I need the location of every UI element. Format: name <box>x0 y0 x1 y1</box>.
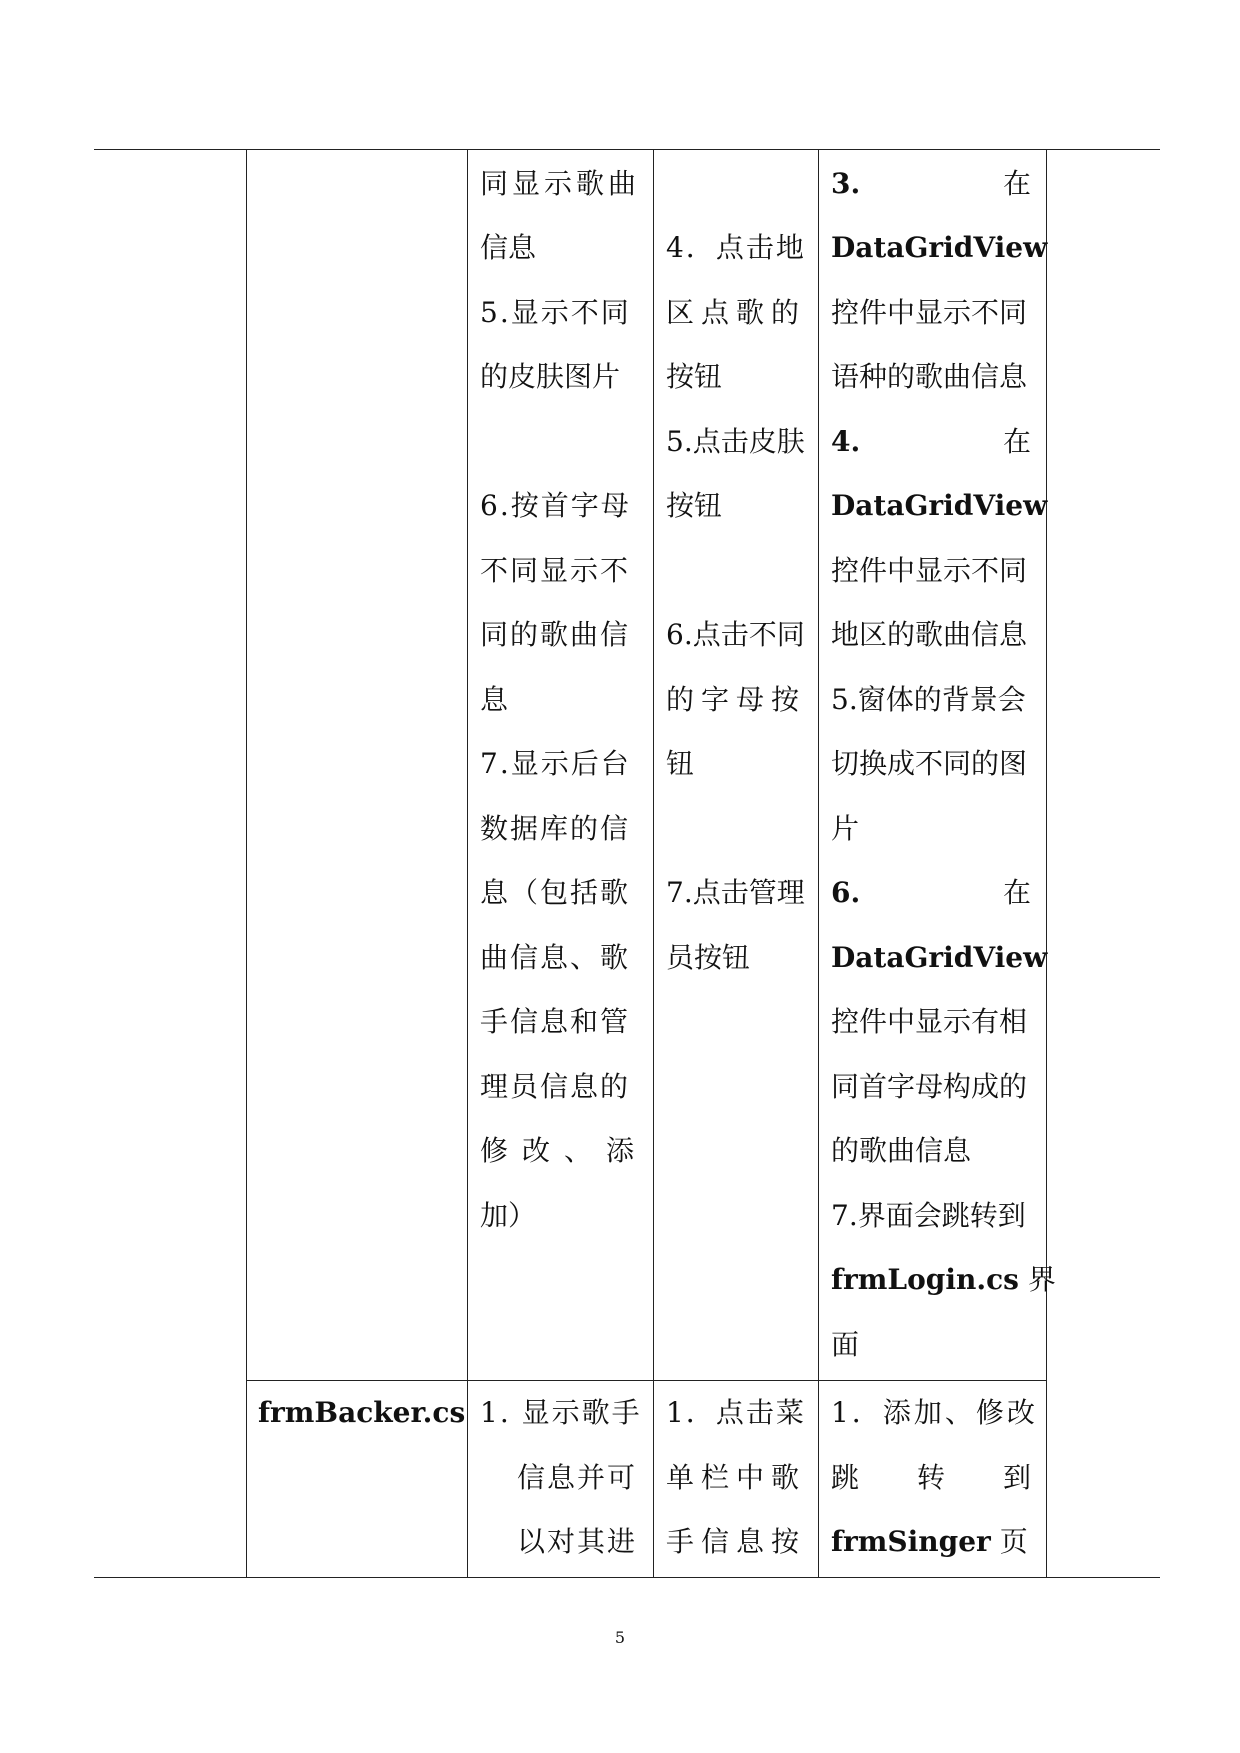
display-line: 息（包括歌 <box>480 876 631 909</box>
action-line: 员按钮 <box>666 941 751 974</box>
result-file-line <box>831 1522 1028 1562</box>
result-line: 同首字母构成的 <box>831 1070 1028 1103</box>
result-item-6-heading <box>831 873 1031 913</box>
col-divider-4 <box>818 150 819 1578</box>
display-line: 同显示歌曲 <box>480 167 641 200</box>
result-item-word: 在 <box>1002 876 1031 909</box>
form-name: frmBacker.cs <box>258 1396 466 1429</box>
display-line: 手信息和管 <box>480 1005 631 1038</box>
action-line: 4．点击地 <box>666 231 806 264</box>
display-line: 信息 <box>480 231 537 264</box>
display-line: 不同显示不 <box>480 554 631 587</box>
page-number: 5 <box>614 1628 626 1647</box>
result-file-suffix: 页 <box>999 1525 1028 1558</box>
action-line: 钮 <box>666 747 695 780</box>
action-line: 区点歌的 <box>666 296 807 329</box>
result-item-4-heading <box>831 422 1031 462</box>
col-divider-5 <box>1046 150 1047 1578</box>
result-line: 切换成不同的图 <box>831 747 1028 780</box>
action-line: 单栏中歌 <box>666 1461 807 1494</box>
result-item-number: 3. <box>831 167 861 200</box>
result-item-number: 6. <box>831 876 861 909</box>
result-line: 控件中显示不同 <box>831 296 1028 329</box>
display-line: 信息并可 <box>517 1461 638 1494</box>
action-line: 的字母按 <box>666 683 807 716</box>
display-line: 加） <box>480 1199 537 1232</box>
result-line: 片 <box>831 812 860 845</box>
result-item-word: 在 <box>1002 425 1031 458</box>
result-line: 语种的歌曲信息 <box>831 360 1028 393</box>
result-item-3-heading <box>831 164 1031 204</box>
display-line: 1. 显示歌手 <box>480 1396 642 1429</box>
result-line: 面 <box>831 1328 860 1361</box>
result-line: 控件中显示有相 <box>831 1005 1028 1038</box>
row-divider <box>246 1380 1047 1381</box>
action-line: 7.点击管理 <box>666 876 805 909</box>
display-line: 理员信息的 <box>480 1070 631 1103</box>
result-item-word: 在 <box>1002 167 1031 200</box>
display-line: 的皮肤图片 <box>480 360 621 393</box>
result-line: 7.界面会跳转到 <box>831 1199 1026 1232</box>
table-top-border <box>94 149 1160 150</box>
result-line: 控件中显示不同 <box>831 554 1028 587</box>
col-divider-1 <box>246 150 247 1578</box>
col-divider-3 <box>653 150 654 1578</box>
result-control-name: DataGridView <box>831 941 1048 974</box>
result-control-name: DataGridView <box>831 489 1048 522</box>
action-line: 5.点击皮肤 <box>666 425 805 458</box>
display-line: 数据库的信 <box>480 812 631 845</box>
display-line: 同的歌曲信 <box>480 618 631 651</box>
table-bottom-border <box>94 1577 1160 1578</box>
action-line: 按钮 <box>666 360 723 393</box>
result-line: 5.窗体的背景会 <box>831 683 1026 716</box>
result-item-number: 4. <box>831 425 861 458</box>
action-line: 手信息按 <box>666 1525 807 1558</box>
result-word: 到 <box>1002 1461 1031 1494</box>
result-file-line <box>831 1260 1056 1300</box>
display-line: 以对其进 <box>517 1525 638 1558</box>
result-control-name: DataGridView <box>831 231 1048 264</box>
result-line: 地区的歌曲信息 <box>831 618 1028 651</box>
result-word: 跳 <box>831 1461 860 1494</box>
display-line: 息 <box>480 683 509 716</box>
display-line: 5.显示不同 <box>480 296 631 329</box>
result-justified-line <box>831 1458 1031 1498</box>
result-line: 1．添加、修改 <box>831 1396 1038 1429</box>
display-line: 6.按首字母 <box>480 489 631 522</box>
result-word: 转 <box>916 1461 945 1494</box>
display-line: 曲信息、歌 <box>480 941 631 974</box>
result-file-suffix: 界 <box>1027 1263 1056 1296</box>
result-file-name: frmSinger <box>831 1525 991 1558</box>
action-line: 6.点击不同 <box>666 618 805 651</box>
result-file-name: frmLogin.cs <box>831 1263 1019 1296</box>
result-line: 的歌曲信息 <box>831 1134 972 1167</box>
action-line: 1．点击菜 <box>666 1396 806 1429</box>
action-line: 按钮 <box>666 489 723 522</box>
display-line: 7.显示后台 <box>480 747 631 780</box>
display-line: 修改、添 <box>480 1134 649 1167</box>
col-divider-2 <box>467 150 468 1578</box>
